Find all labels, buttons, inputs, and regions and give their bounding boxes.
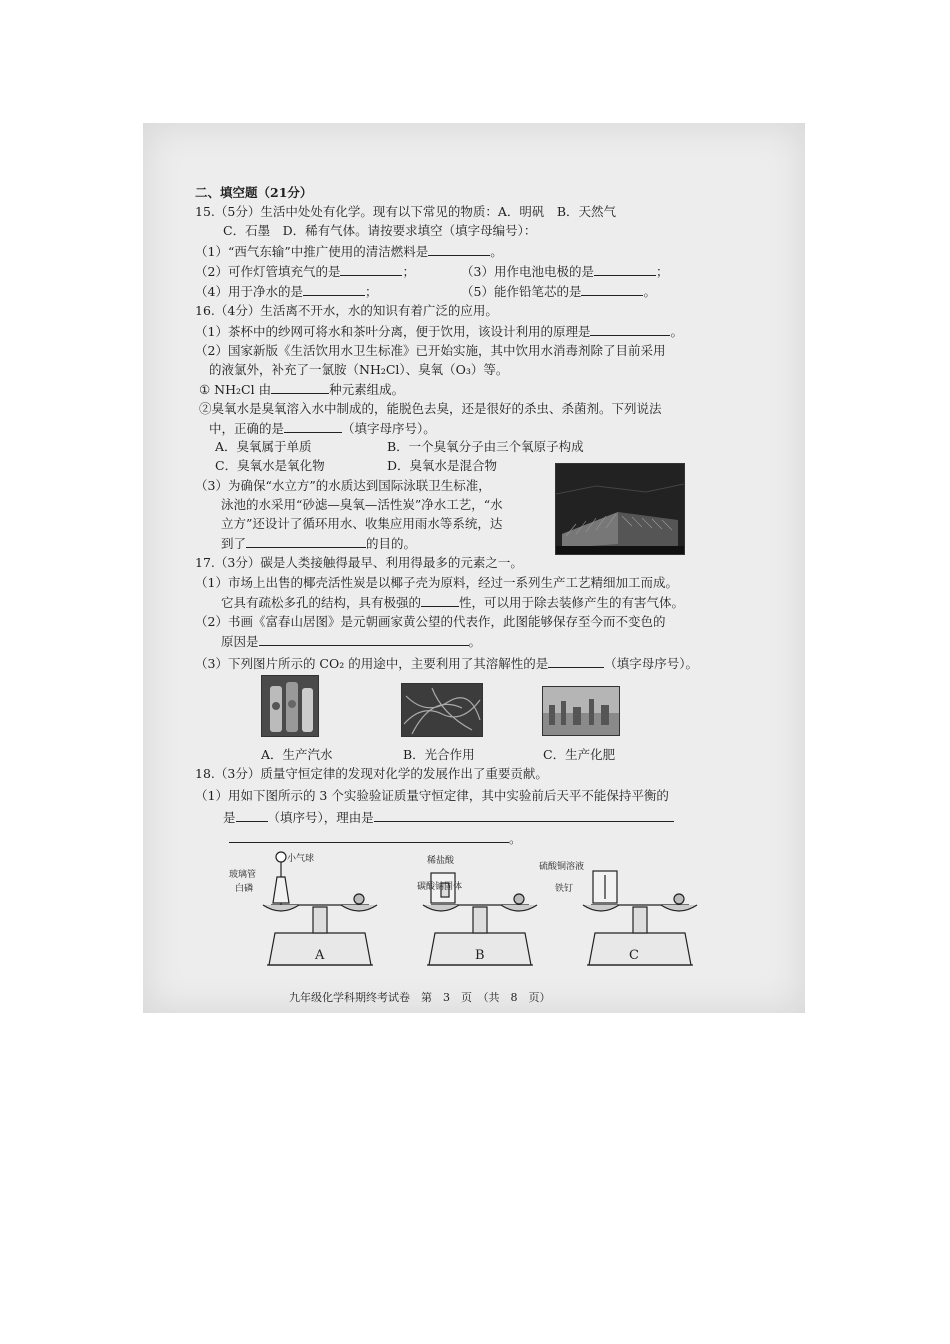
q16-c2a: ②臭氧水是臭氧溶入水中制成的，能脱色去臭，还是很好的杀虫、杀菌剂。下列说法: [199, 401, 662, 416]
q18-part1b-pre: 是: [223, 810, 236, 825]
answer-blank[interactable]: [421, 594, 459, 607]
scanned-exam-page: [143, 123, 805, 1013]
q18-part1b: [223, 809, 674, 826]
q16-part3d-post: 的目的。: [366, 536, 417, 551]
q17-part1b-pre: 它具有疏松多孔的结构，具有极强的: [221, 595, 422, 610]
q15-part1: （1）“西气东输”中推广使用的清洁燃料是 。: [195, 244, 503, 259]
answer-blank[interactable]: [340, 263, 402, 276]
q16-option-c: C．臭氧水是氧化物: [215, 458, 325, 473]
label-b: B: [475, 948, 485, 963]
q16-part1-text: （1）茶杯中的纱网可将水和茶叶分离，便于饮用，该设计利用的原理是: [195, 324, 591, 339]
q18-part1a: （1）用如下图所示的 3 个实验验证质量守恒定律，其中实验前后天平不能保持平衡的: [195, 788, 669, 803]
q17-part1b: [221, 594, 684, 611]
q15-part2: （2）可作灯管填充气的是 ；: [195, 264, 415, 279]
answer-blank[interactable]: [236, 809, 268, 822]
q17-part3-pre: （3）下列图片所示的 CO₂ 的用途中，主要利用了其溶解性的是: [195, 656, 549, 671]
q15-part1-text: （1）“西气东输”中推广使用的清洁燃料是: [195, 244, 429, 259]
label-c: C: [629, 948, 639, 963]
label-copper-sulfate: 硫酸铜溶液: [539, 862, 585, 872]
q15-part4: （4）用于净水的是 ；: [195, 284, 378, 299]
answer-blank[interactable]: [303, 283, 365, 296]
q16-part3d: [221, 535, 416, 552]
q18-part1b-mid: （填序号），理由是: [267, 810, 374, 825]
q18-intro: 18.（3分）质量守恒定律的发现对化学的发展作出了重要贡献。: [195, 766, 548, 781]
label-glass-tube: 玻璃管: [229, 870, 257, 880]
q16-intro: 16.（4分）生活离不开水，水的知识有着广泛的应用。: [195, 303, 498, 318]
answer-blank[interactable]: [246, 535, 366, 548]
answer-blank[interactable]: [374, 809, 674, 822]
q16-option-b: B．一个臭氧分子由三个氧原子构成: [387, 439, 584, 454]
answer-blank[interactable]: [590, 323, 670, 336]
label-iron-nail: 铁钉: [555, 884, 574, 894]
answer-blank[interactable]: [594, 263, 656, 276]
q15-part2-text: （2）可作灯管填充气的是: [195, 264, 341, 279]
section-title: 二、填空题（21分）: [195, 185, 313, 200]
q16-part3a: （3）为确保“水立方”的水质达到国际泳联卫生标准，: [195, 478, 491, 493]
photosynthesis-photo: [401, 683, 483, 737]
soda-bottles-photo: [261, 675, 319, 737]
q15-part3-text: （3）用作电池电极的是: [461, 264, 594, 279]
q17-part2a: （2）书画《富春山居图》是元朝画家黄公望的代表作，此图能够保存至今而不变色的: [195, 614, 666, 629]
label-sodium-carbonate: 碳酸钠固体: [417, 882, 463, 892]
caption-b: B．光合作用: [403, 747, 475, 762]
q16-part3d-pre: 到了: [221, 536, 247, 551]
q17-part3-post: （填字母序号）。: [604, 656, 698, 671]
q17-part2b-text: 原因是: [221, 634, 259, 649]
page-footer: 九年级化学科期终考试卷 第 3 页 （共 8 页）: [289, 991, 551, 1004]
q15-intro: 15.（5分）生活中处处有化学。现有以下常见的物质：A．明矾 B．天然气: [195, 204, 617, 219]
q16-c2b-post: （填字母序号）。: [342, 421, 436, 436]
q16-c1-pre: ① NH₂Cl 由: [199, 382, 272, 397]
q15-options-line2: C．石墨 D．稀有气体。请按要求填空（填字母编号）：: [223, 223, 537, 238]
q16-part2a: （2）国家新版《生活饮用水卫生标准》已开始实施，其中饮用水消毒剂除了目前采用: [195, 343, 666, 358]
q16-c1-post: 种元素组成。: [329, 382, 405, 397]
label-balloon: 小气球: [287, 854, 315, 864]
q15-part4-text: （4）用于净水的是: [195, 284, 303, 299]
q15-part5-text: （5）能作铅笔芯的是: [461, 284, 582, 299]
q15-part3: （3）用作电池电极的是 ；: [461, 264, 669, 279]
q17-part1a: （1）市场上出售的椰壳活性炭是以椰子壳为原料，经过一系列生产工艺精细加工而成。: [195, 575, 678, 590]
answer-blank[interactable]: [271, 381, 329, 394]
q16-option-d: D．臭氧水是混合物: [387, 458, 498, 473]
balance-experiments-diagram: [221, 847, 701, 967]
answer-blank[interactable]: [428, 243, 490, 256]
q16-part2b: 的液氯外，补充了一氯胺（NH₂Cl）、臭氧（O₃）等。: [209, 362, 509, 377]
q17-part3: [195, 655, 698, 672]
answer-blank[interactable]: [229, 830, 509, 843]
q17-part2b: 原因是 。: [221, 634, 482, 649]
answer-blank[interactable]: [548, 655, 604, 668]
q15-part5: （5）能作铅笔芯的是 。: [461, 284, 656, 299]
q16-c1: [199, 381, 404, 398]
balance-c: [583, 871, 697, 965]
answer-blank[interactable]: [284, 420, 342, 433]
q16-part3b: 泳池的水采用“砂滤—臭氧—活性炭”净水工艺，“水: [221, 497, 503, 512]
caption-a: A．生产汽水: [261, 747, 333, 762]
q17-part1b-post: 性，可以用于除去装修产生的有害气体。: [459, 595, 685, 610]
q16-part3c: 立方”还设计了循环用水、收集应用雨水等系统，达: [221, 516, 503, 531]
q18-part1c: 。: [229, 830, 522, 847]
q16-part1: （1）茶杯中的纱网可将水和茶叶分离，便于饮用，该设计利用的原理是 。: [195, 324, 683, 339]
answer-blank[interactable]: [581, 283, 643, 296]
fertilizer-plant-photo: [542, 686, 620, 736]
label-white-phosphorus: 白磷: [235, 884, 254, 894]
water-cube-photo: [555, 463, 685, 555]
q16-option-a: A．臭氧属于单质: [215, 439, 312, 454]
q17-intro: 17.（3分）碳是人类接触得最早、利用得最多的元素之一。: [195, 555, 523, 570]
label-hydrochloric-acid: 稀盐酸: [427, 856, 455, 866]
answer-blank[interactable]: [259, 633, 469, 646]
caption-c: C．生产化肥: [543, 747, 616, 762]
label-a: A: [315, 948, 325, 963]
q16-c2b: [209, 420, 436, 437]
q16-c2b-pre: 中，正确的是: [209, 421, 285, 436]
